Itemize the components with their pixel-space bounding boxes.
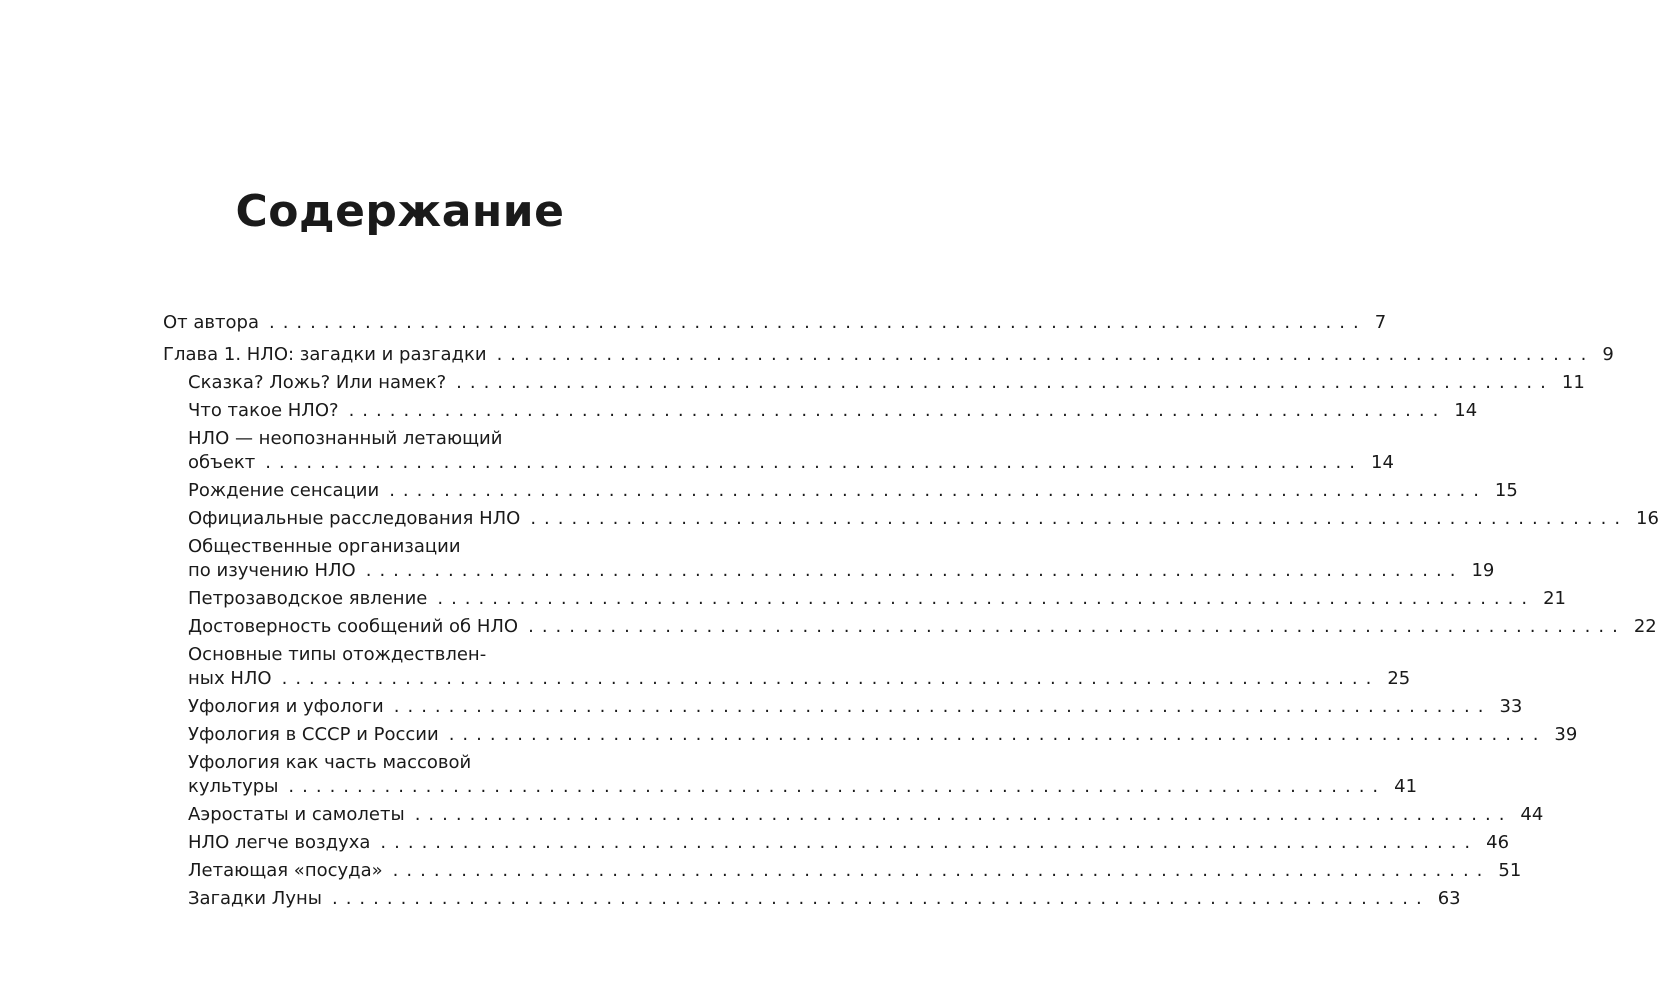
toc-entry[interactable] (163, 479, 1518, 503)
toc-entry-title: Сказка? Ложь? Или намек? (188, 372, 447, 393)
toc-dot-leader: ................................................................................ (456, 372, 1554, 393)
toc-entry-title: Рождение сенсации (188, 480, 380, 501)
toc-page-number: 16 (1636, 508, 1659, 529)
toc-dot-leader: ................................................................................ (380, 832, 1479, 853)
toc-entry[interactable] (163, 859, 1522, 883)
toc-dot-leader: ................................................................................ (530, 508, 1629, 529)
toc-entry-title-line: НЛО — неопознанный летающий (188, 428, 503, 449)
toc-dot-leader: ................................................................................ (393, 696, 1492, 717)
toc-entry-title: Уфология и уфологи (188, 696, 384, 717)
toc-dot-leader: ................................................................................ (448, 724, 1547, 745)
toc-entry[interactable] (163, 399, 1478, 423)
toc-entry-title: Официальные расследования НЛО (188, 508, 521, 529)
toc-page-number: 63 (1437, 888, 1461, 909)
toc-entry-title: Глава 1. НЛО: загадки и разгадки (163, 344, 487, 365)
toc-entry-title: Уфология в СССР и России (188, 724, 439, 745)
toc-entry[interactable] (163, 535, 1495, 583)
toc-dot-leader: ................................................................................ (281, 668, 1380, 689)
toc-entry-title: Аэростаты и самолеты (188, 804, 405, 825)
toc-entry[interactable] (163, 311, 1387, 335)
toc-page-number: 22 (1633, 616, 1657, 637)
toc-entry[interactable] (163, 427, 1394, 475)
toc-entry[interactable] (163, 371, 1585, 395)
toc-page-number: 21 (1543, 588, 1566, 609)
toc-entry-title: Летающая «посуда» (188, 860, 383, 881)
toc-entry-title: Петрозаводское явление (188, 588, 428, 609)
toc-entry-title-line: Общественные организации (188, 536, 461, 557)
toc-entry-title: Загадки Луны (188, 888, 322, 909)
toc-entry-title-line: Основные типы отождествлен- (188, 644, 487, 665)
toc-entry[interactable] (163, 887, 1461, 911)
toc-entry[interactable] (163, 831, 1510, 855)
toc-page-number: 46 (1486, 832, 1510, 853)
toc-entry[interactable] (163, 507, 1659, 531)
toc-entry[interactable] (163, 615, 1657, 639)
toc-dot-leader: ................................................................................ (528, 616, 1626, 637)
toc-entry[interactable] (163, 343, 1614, 367)
table-of-contents (163, 311, 1659, 911)
toc-entry-title: объект (188, 452, 256, 473)
toc-entry-title: ных НЛО (188, 668, 272, 689)
toc-dot-leader: ................................................................................ (437, 588, 1536, 609)
toc-entry-title: Достоверность сообщений об НЛО (188, 616, 519, 637)
toc-page-number: 14 (1371, 452, 1394, 473)
toc-page-number: 33 (1499, 696, 1523, 717)
toc-entry[interactable] (163, 643, 1411, 691)
page-title: Содержание (235, 186, 565, 237)
toc-dot-leader: ................................................................................ (288, 776, 1387, 797)
toc-page-number: 25 (1387, 668, 1411, 689)
toc-entry[interactable] (163, 695, 1523, 719)
toc-entry-title: культуры (188, 776, 279, 797)
toc-dot-leader: ................................................................................ (389, 480, 1487, 501)
toc-page-number: 7 (1374, 312, 1387, 333)
toc-page-number: 9 (1602, 344, 1614, 365)
toc-entry-title: От автора (163, 312, 259, 333)
toc-entry[interactable] (163, 587, 1566, 611)
toc-entry[interactable] (163, 751, 1418, 799)
toc-entry[interactable] (163, 723, 1578, 747)
toc-entry-title-line: Уфология как часть массовой (188, 752, 472, 773)
toc-page-number: 14 (1454, 400, 1478, 421)
toc-dot-leader: ................................................................................ (331, 888, 1430, 909)
toc-entry-title: Что такое НЛО? (188, 400, 339, 421)
toc-entry-title: НЛО легче воздуха (188, 832, 371, 853)
toc-entry[interactable] (163, 803, 1544, 827)
toc-page-number: 15 (1494, 480, 1518, 501)
toc-dot-leader: ................................................................................ (268, 312, 1367, 333)
toc-page-number: 39 (1554, 724, 1578, 745)
toc-dot-leader: ................................................................................ (392, 860, 1491, 881)
toc-dot-leader: ................................................................................ (414, 804, 1513, 825)
toc-page-number: 44 (1520, 804, 1544, 825)
toc-page-number: 19 (1471, 560, 1495, 581)
toc-dot-leader: ................................................................................ (348, 400, 1447, 421)
toc-dot-leader: ................................................................................ (365, 560, 1464, 581)
toc-page-number: 51 (1498, 860, 1522, 881)
toc-entry-title: по изучению НЛО (188, 560, 356, 581)
toc-page-number: 11 (1561, 372, 1585, 393)
toc-dot-leader: ................................................................................ (496, 344, 1595, 365)
toc-dot-leader: ................................................................................ (265, 452, 1363, 473)
toc-page-number: 41 (1394, 776, 1418, 797)
